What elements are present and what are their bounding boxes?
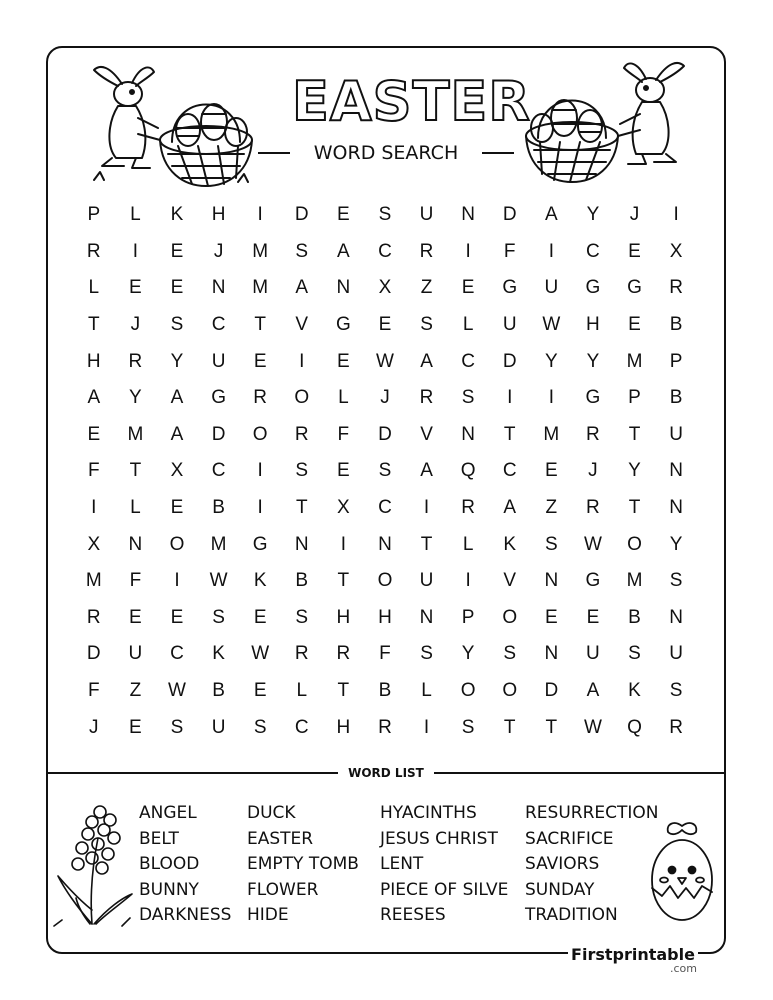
- subtitle-rule-right: [482, 152, 514, 154]
- grid-cell: W: [583, 716, 602, 738]
- grid-cell: E: [253, 680, 267, 702]
- grid-cell: F: [129, 570, 142, 592]
- grid-cell: D: [378, 423, 392, 445]
- grid-row: [73, 490, 697, 527]
- grid-row: [73, 673, 697, 710]
- grid-cell: W: [583, 533, 602, 555]
- grid-cell: G: [585, 277, 601, 299]
- word-item: DUCK: [247, 803, 296, 823]
- grid-cell: F: [87, 680, 100, 702]
- grid-cell: S: [378, 204, 392, 226]
- grid-cell: I: [423, 497, 430, 519]
- grid-row: [73, 234, 697, 271]
- grid-cell: E: [170, 277, 184, 299]
- page-subtitle: WORD SEARCH: [313, 142, 459, 164]
- grid-cell: A: [420, 350, 433, 372]
- word-column-3: [380, 801, 508, 929]
- grid-cell: X: [669, 240, 683, 262]
- grid-cell: L: [88, 277, 100, 299]
- subtitle-rule-left: [258, 152, 290, 154]
- grid-cell: T: [628, 423, 641, 445]
- grid-cell: T: [503, 423, 516, 445]
- grid-cell: O: [502, 606, 518, 628]
- grid-cell: H: [86, 350, 101, 372]
- word-item: HYACINTHS: [380, 803, 477, 823]
- grid-cell: I: [548, 387, 554, 409]
- grid-cell: T: [295, 497, 308, 519]
- grid-cell: T: [503, 716, 516, 738]
- grid-cell: N: [669, 497, 683, 519]
- grid-cell: M: [210, 533, 227, 555]
- grid-cell: E: [170, 240, 184, 262]
- grid-cell: B: [212, 497, 225, 519]
- grid-cell: I: [507, 387, 513, 409]
- word-item: EMPTY TOMB: [247, 854, 359, 875]
- grid-cell: P: [669, 350, 683, 372]
- grid-cell: E: [129, 277, 142, 299]
- grid-cell: U: [419, 570, 434, 592]
- grid-row: [73, 343, 697, 380]
- grid-cell: J: [629, 204, 640, 226]
- grid-cell: M: [252, 240, 269, 262]
- grid-cell: L: [130, 204, 141, 226]
- grid-cell: W: [251, 643, 270, 665]
- grid-cell: N: [336, 277, 351, 299]
- grid-cell: O: [460, 680, 476, 702]
- word-item: BELT: [139, 828, 179, 849]
- grid-row: [73, 453, 697, 490]
- grid-cell: U: [586, 643, 600, 665]
- grid-cell: Y: [669, 533, 683, 555]
- grid-cell: J: [130, 314, 141, 336]
- grid-cell: S: [503, 643, 517, 665]
- grid-cell: T: [87, 314, 100, 336]
- grid-cell: S: [253, 716, 267, 738]
- grid-cell: I: [174, 570, 180, 592]
- grid-cell: Q: [627, 716, 642, 738]
- grid-cell: B: [669, 387, 683, 409]
- grid-cell: C: [211, 460, 226, 482]
- bunny-with-egg-basket-icon: [88, 62, 264, 190]
- grid-cell: K: [170, 204, 184, 226]
- grid-cell: E: [129, 716, 142, 738]
- grid-cell: E: [337, 350, 350, 372]
- grid-cell: S: [544, 533, 558, 555]
- grid-cell: F: [503, 240, 516, 262]
- grid-cell: N: [128, 533, 143, 555]
- grid-row: [73, 270, 697, 307]
- grid-cell: L: [421, 680, 432, 702]
- grid-cell: A: [337, 240, 350, 262]
- word-list-heading: WORD LIST: [338, 764, 434, 782]
- grid-row: [73, 709, 697, 746]
- letter-grid: [73, 197, 697, 746]
- grid-cell: O: [169, 533, 185, 555]
- grid-cell: C: [294, 716, 309, 738]
- grid-cell: Z: [545, 497, 558, 519]
- grid-cell: G: [211, 387, 226, 409]
- grid-cell: R: [461, 497, 475, 519]
- grid-cell: B: [295, 570, 309, 592]
- grid-cell: T: [628, 497, 641, 519]
- grid-cell: O: [377, 570, 393, 592]
- grid-cell: S: [212, 606, 225, 628]
- grid-cell: Y: [129, 387, 142, 409]
- grid-cell: B: [378, 680, 392, 702]
- grid-row: [73, 417, 697, 454]
- grid-cell: S: [461, 716, 475, 738]
- grid-cell: P: [87, 204, 101, 226]
- grid-cell: L: [462, 533, 474, 555]
- grid-cell: P: [628, 387, 641, 409]
- grid-cell: A: [420, 460, 433, 482]
- grid-cell: I: [465, 240, 471, 262]
- grid-cell: R: [294, 643, 309, 665]
- grid-cell: R: [378, 716, 392, 738]
- grid-cell: I: [257, 204, 263, 226]
- grid-cell: T: [337, 680, 350, 702]
- word-item: TRADITION: [525, 905, 618, 926]
- grid-cell: K: [628, 680, 641, 702]
- grid-cell: C: [502, 460, 517, 482]
- grid-cell: D: [502, 204, 517, 226]
- grid-cell: A: [87, 387, 101, 409]
- grid-cell: W: [168, 680, 186, 702]
- chick-in-eggshell-icon: [644, 818, 720, 924]
- grid-cell: V: [420, 423, 433, 445]
- grid-row: [73, 600, 697, 637]
- word-item: RESURRECTION: [525, 803, 659, 823]
- grid-cell: E: [628, 314, 641, 336]
- grid-cell: R: [669, 716, 683, 738]
- grid-row: [73, 307, 697, 344]
- grid-cell: I: [257, 460, 263, 482]
- grid-cell: S: [461, 387, 475, 409]
- grid-cell: I: [299, 350, 305, 372]
- grid-cell: Q: [460, 460, 476, 482]
- grid-cell: S: [420, 314, 433, 336]
- grid-cell: M: [85, 570, 102, 592]
- grid-cell: T: [337, 570, 350, 592]
- grid-cell: U: [211, 350, 226, 372]
- grid-cell: R: [419, 387, 434, 409]
- grid-cell: S: [420, 643, 433, 665]
- grid-cell: H: [586, 314, 600, 336]
- grid-cell: M: [127, 423, 144, 445]
- grid-cell: H: [336, 716, 351, 738]
- grid-cell: Y: [170, 350, 184, 372]
- bunny-with-egg-basket-icon: [514, 58, 690, 186]
- grid-cell: C: [461, 350, 475, 372]
- grid-cell: E: [378, 314, 392, 336]
- word-item: SAVIORS: [525, 854, 600, 875]
- word-item: REESES: [380, 905, 446, 926]
- grid-cell: A: [295, 277, 309, 299]
- grid-cell: E: [87, 423, 101, 445]
- word-item: DARKNESS: [139, 905, 232, 926]
- grid-cell: N: [544, 643, 559, 665]
- grid-cell: D: [502, 350, 517, 372]
- grid-cell: T: [254, 314, 266, 336]
- word-item: JESUS CHRIST: [380, 828, 498, 849]
- grid-cell: V: [295, 314, 309, 336]
- grid-cell: Z: [129, 680, 142, 702]
- grid-cell: M: [543, 423, 560, 445]
- grid-cell: I: [132, 240, 139, 262]
- grid-cell: C: [586, 240, 600, 262]
- grid-cell: Y: [586, 350, 600, 372]
- grid-cell: E: [170, 497, 184, 519]
- word-item: BLOOD: [139, 854, 200, 875]
- grid-cell: S: [628, 643, 641, 665]
- grid-cell: T: [129, 460, 142, 482]
- grid-cell: M: [252, 277, 269, 299]
- word-column-2: [247, 801, 359, 929]
- grid-cell: O: [252, 423, 268, 445]
- grid-cell: R: [86, 240, 101, 262]
- grid-cell: N: [294, 533, 309, 555]
- grid-cell: J: [588, 460, 598, 482]
- grid-cell: Y: [586, 204, 600, 226]
- grid-row: [73, 563, 697, 600]
- grid-cell: E: [253, 350, 267, 372]
- page-title: EASTER: [292, 70, 531, 133]
- grid-cell: E: [461, 277, 475, 299]
- grid-cell: G: [585, 570, 601, 592]
- grid-cell: C: [211, 314, 226, 336]
- grid-cell: B: [628, 606, 641, 628]
- grid-cell: V: [503, 570, 517, 592]
- grid-cell: R: [336, 643, 351, 665]
- grid-cell: H: [336, 606, 351, 628]
- grid-cell: M: [626, 570, 643, 592]
- brand-suffix: .com: [670, 962, 697, 975]
- grid-cell: D: [294, 204, 309, 226]
- grid-cell: G: [585, 387, 601, 409]
- grid-cell: I: [91, 497, 97, 519]
- grid-cell: S: [378, 460, 392, 482]
- grid-cell: U: [128, 643, 143, 665]
- grid-cell: I: [423, 716, 430, 738]
- grid-cell: W: [542, 314, 561, 336]
- grid-cell: R: [128, 350, 143, 372]
- grid-cell: A: [170, 423, 184, 445]
- hyacinth-flower-icon: [52, 798, 134, 928]
- grid-cell: I: [257, 497, 263, 519]
- grid-cell: E: [253, 606, 267, 628]
- grid-cell: X: [170, 460, 184, 482]
- grid-cell: U: [211, 716, 226, 738]
- grid-cell: Z: [420, 277, 433, 299]
- grid-cell: R: [586, 497, 600, 519]
- word-item: PIECE OF SILVE: [380, 879, 509, 900]
- grid-cell: E: [337, 204, 350, 226]
- word-column-1: [139, 801, 231, 929]
- grid-cell: R: [586, 423, 600, 445]
- grid-cell: S: [295, 606, 309, 628]
- grid-cell: S: [669, 680, 683, 702]
- grid-cell: E: [170, 606, 184, 628]
- grid-cell: R: [419, 240, 434, 262]
- grid-cell: D: [86, 643, 101, 665]
- grid-cell: B: [212, 680, 225, 702]
- grid-cell: F: [379, 643, 391, 665]
- grid-cell: R: [294, 423, 309, 445]
- grid-cell: I: [673, 204, 679, 226]
- grid-cell: S: [669, 570, 683, 592]
- word-item: LENT: [380, 854, 424, 875]
- grid-cell: S: [295, 240, 309, 262]
- word-item: HIDE: [247, 905, 289, 926]
- grid-cell: O: [294, 387, 310, 409]
- grid-cell: G: [502, 277, 518, 299]
- grid-cell: O: [502, 680, 518, 702]
- grid-cell: Y: [544, 350, 558, 372]
- grid-cell: F: [337, 423, 350, 445]
- grid-row: [73, 526, 697, 563]
- grid-cell: E: [586, 606, 600, 628]
- grid-cell: C: [378, 497, 392, 519]
- grid-cell: W: [209, 570, 228, 592]
- grid-cell: U: [544, 277, 559, 299]
- grid-cell: E: [337, 460, 350, 482]
- grid-cell: C: [170, 643, 184, 665]
- grid-cell: S: [170, 314, 184, 336]
- grid-row: [73, 380, 697, 417]
- grid-cell: U: [419, 204, 434, 226]
- word-item: SACRIFICE: [525, 828, 614, 849]
- grid-cell: N: [211, 277, 226, 299]
- grid-cell: T: [420, 533, 433, 555]
- grid-cell: N: [669, 606, 683, 628]
- grid-cell: G: [252, 533, 268, 555]
- word-item: FLOWER: [247, 879, 319, 900]
- grid-cell: Y: [628, 460, 641, 482]
- grid-cell: T: [545, 716, 558, 738]
- word-item: BUNNY: [139, 879, 199, 900]
- grid-cell: I: [340, 533, 346, 555]
- grid-cell: A: [170, 387, 184, 409]
- grid-cell: L: [130, 497, 141, 519]
- grid-cell: N: [669, 460, 683, 482]
- word-column-4: [525, 801, 659, 929]
- grid-cell: F: [87, 460, 100, 482]
- grid-cell: M: [626, 350, 643, 372]
- grid-cell: A: [503, 497, 517, 519]
- grid-cell: Y: [461, 643, 475, 665]
- word-item: SUNDAY: [525, 879, 595, 900]
- grid-cell: E: [544, 460, 558, 482]
- grid-cell: E: [544, 606, 558, 628]
- grid-cell: D: [544, 680, 559, 702]
- grid-cell: B: [669, 314, 683, 336]
- grid-cell: J: [213, 240, 224, 262]
- grid-cell: K: [212, 643, 225, 665]
- grid-cell: R: [86, 606, 101, 628]
- grid-cell: N: [461, 423, 475, 445]
- grid-row: [73, 636, 697, 673]
- grid-cell: S: [170, 716, 184, 738]
- grid-cell: X: [87, 533, 101, 555]
- grid-cell: U: [502, 314, 517, 336]
- grid-cell: D: [211, 423, 226, 445]
- grid-cell: U: [669, 643, 683, 665]
- grid-cell: N: [378, 533, 392, 555]
- grid-cell: H: [211, 204, 226, 226]
- grid-cell: J: [89, 716, 99, 738]
- grid-cell: L: [462, 314, 474, 336]
- grid-cell: K: [503, 533, 517, 555]
- grid-cell: R: [669, 277, 683, 299]
- grid-cell: P: [461, 606, 475, 628]
- grid-cell: L: [296, 680, 308, 702]
- grid-cell: H: [378, 606, 392, 628]
- brand-logo: Firstprintable: [568, 943, 698, 967]
- grid-cell: X: [337, 497, 350, 519]
- grid-cell: G: [627, 277, 642, 299]
- grid-cell: N: [461, 204, 475, 226]
- grid-cell: G: [335, 314, 351, 336]
- grid-cell: O: [627, 533, 642, 555]
- grid-cell: J: [380, 387, 390, 409]
- grid-cell: S: [295, 460, 309, 482]
- grid-cell: I: [465, 570, 471, 592]
- word-item: EASTER: [247, 828, 314, 849]
- grid-cell: X: [378, 277, 392, 299]
- grid-cell: E: [628, 240, 641, 262]
- grid-cell: L: [338, 387, 349, 409]
- grid-cell: R: [253, 387, 268, 409]
- grid-cell: U: [669, 423, 683, 445]
- grid-row: [73, 197, 697, 234]
- grid-cell: I: [548, 240, 554, 262]
- grid-cell: E: [129, 606, 142, 628]
- grid-cell: N: [419, 606, 434, 628]
- grid-cell: N: [544, 570, 559, 592]
- grid-cell: W: [375, 350, 394, 372]
- grid-cell: A: [544, 204, 558, 226]
- word-item: ANGEL: [139, 803, 197, 823]
- grid-cell: C: [378, 240, 392, 262]
- subtitle-row: [258, 140, 514, 166]
- grid-cell: A: [586, 680, 600, 702]
- grid-cell: K: [253, 570, 267, 592]
